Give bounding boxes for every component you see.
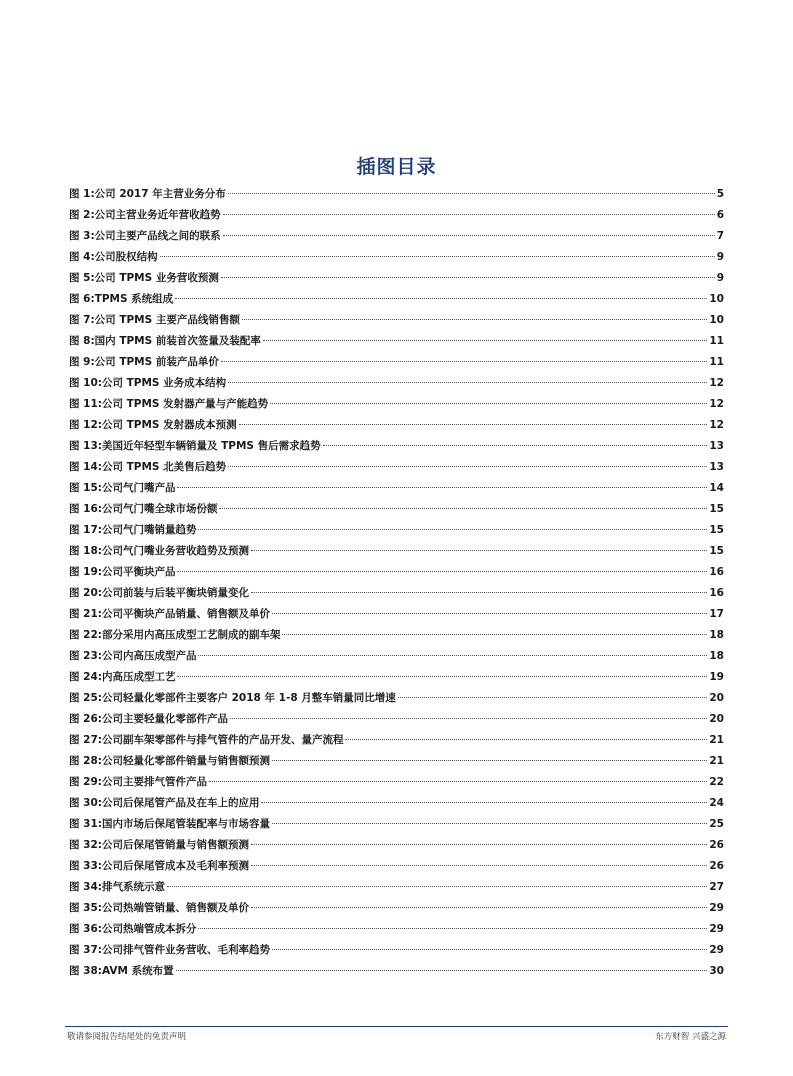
toc-entry-page: 24 — [709, 797, 724, 809]
toc-dot-leader — [272, 613, 707, 614]
toc-entry[interactable] — [69, 186, 724, 207]
toc-entry-label: 图 3:公司主要产品线之间的联系 — [69, 230, 221, 242]
toc-entry[interactable] — [69, 753, 724, 774]
toc-entry[interactable] — [69, 564, 724, 585]
toc-entry-page: 12 — [709, 398, 724, 410]
toc-entry-label: 图 20:公司前装与后装平衡块销量变化 — [69, 587, 249, 599]
toc-entry-label: 图 13:美国近年轻型车辆销量及 TPMS 售后需求趋势 — [69, 440, 321, 452]
toc-dot-leader — [251, 592, 707, 593]
toc-entry-label: 图 27:公司副车架零部件与排气管件的产品开发、量产流程 — [69, 734, 344, 746]
toc-entry-page: 20 — [709, 713, 724, 725]
toc-entry[interactable] — [69, 270, 724, 291]
toc-dot-leader — [323, 445, 708, 446]
toc-entry-label: 图 34:排气系统示意 — [69, 881, 165, 893]
toc-entry-page: 10 — [709, 314, 724, 326]
toc-entry-label: 图 11:公司 TPMS 发射器产量与产能趋势 — [69, 398, 269, 410]
toc-entry-label: 图 28:公司轻量化零部件销量与销售额预测 — [69, 755, 270, 767]
toc-entry[interactable] — [69, 459, 724, 480]
toc-entry[interactable] — [69, 480, 724, 501]
toc-entry-label: 图 24:内高压成型工艺 — [69, 671, 176, 683]
toc-entry[interactable] — [69, 774, 724, 795]
toc-entry-page: 27 — [709, 881, 724, 893]
toc-dot-leader — [175, 298, 707, 299]
toc-entry-page: 7 — [716, 230, 724, 242]
toc-entry[interactable] — [69, 963, 724, 984]
toc-entry-label: 图 36:公司热端管成本拆分 — [69, 923, 197, 935]
toc-entry[interactable] — [69, 501, 724, 522]
toc-entry-page: 11 — [709, 356, 724, 368]
toc-dot-leader — [177, 571, 707, 572]
toc-entry-page: 18 — [709, 650, 724, 662]
toc-entry-page: 16 — [709, 587, 724, 599]
toc-entry-label: 图 14:公司 TPMS 北美售后趋势 — [69, 461, 227, 473]
toc-entry[interactable] — [69, 354, 724, 375]
toc-entry-page: 21 — [709, 755, 724, 767]
footer-disclaimer: 敬请参阅报告结尾处的免责声明 — [67, 1032, 187, 1042]
toc-entry[interactable] — [69, 837, 724, 858]
toc-entry[interactable] — [69, 858, 724, 879]
toc-entry[interactable] — [69, 375, 724, 396]
page-title: 插图目录 — [356, 156, 437, 178]
toc-entry[interactable] — [69, 606, 724, 627]
toc-dot-leader — [251, 550, 707, 551]
toc-entry-label: 图 35:公司热端管销量、销售额及单价 — [69, 902, 249, 914]
toc-entry-page: 17 — [709, 608, 724, 620]
toc-entry-page: 29 — [709, 923, 724, 935]
toc-entry-label: 图 1:公司 2017 年主营业务分布 — [69, 188, 226, 200]
toc-entry[interactable] — [69, 690, 724, 711]
toc-dot-leader — [198, 529, 707, 530]
toc-entry[interactable] — [69, 627, 724, 648]
toc-entry[interactable] — [69, 921, 724, 942]
toc-entry[interactable] — [69, 249, 724, 270]
toc-entry-label: 图 6:TPMS 系统组成 — [69, 293, 174, 305]
toc-entry-label: 图 30:公司后保尾管产品及在车上的应用 — [69, 797, 260, 809]
toc-entry[interactable] — [69, 522, 724, 543]
toc-entry-page: 18 — [709, 629, 724, 641]
toc-entry[interactable] — [69, 543, 724, 564]
toc-entry[interactable] — [69, 333, 724, 354]
toc-dot-leader — [160, 256, 715, 257]
footer-slogan: 东方财智 兴盛之源 — [655, 1032, 726, 1042]
toc-dot-leader — [209, 781, 707, 782]
toc-entry-page: 26 — [709, 839, 724, 851]
toc-entry-label: 图 17:公司气门嘴销量趋势 — [69, 524, 197, 536]
toc-dot-leader — [251, 907, 707, 908]
toc-entry-label: 图 2:公司主营业务近年营收趋势 — [69, 209, 221, 221]
toc-entry[interactable] — [69, 648, 724, 669]
toc-entry-page: 16 — [709, 566, 724, 578]
toc-entry[interactable] — [69, 732, 724, 753]
toc-dot-leader — [261, 802, 707, 803]
toc-dot-leader — [198, 928, 707, 929]
figure-list — [69, 186, 724, 984]
toc-entry[interactable] — [69, 417, 724, 438]
toc-entry-page: 15 — [709, 545, 724, 557]
toc-entry[interactable] — [69, 900, 724, 921]
toc-entry[interactable] — [69, 942, 724, 963]
toc-entry-page: 9 — [716, 251, 724, 263]
toc-entry[interactable] — [69, 207, 724, 228]
toc-entry-page: 29 — [709, 902, 724, 914]
toc-entry-label: 图 7:公司 TPMS 主要产品线销售额 — [69, 314, 240, 326]
toc-entry-page: 14 — [709, 482, 724, 494]
toc-dot-leader — [263, 340, 708, 341]
toc-dot-leader — [228, 466, 707, 467]
toc-dot-leader — [219, 508, 707, 509]
toc-entry-label: 图 4:公司股权结构 — [69, 251, 158, 263]
toc-entry[interactable] — [69, 396, 724, 417]
toc-entry-label: 图 5:公司 TPMS 业务营收预测 — [69, 272, 219, 284]
toc-dot-leader — [272, 760, 707, 761]
toc-entry-label: 图 37:公司排气管件业务营收、毛利率趋势 — [69, 944, 270, 956]
toc-entry-page: 29 — [709, 944, 724, 956]
toc-dot-leader — [282, 634, 707, 635]
toc-dot-leader — [167, 886, 707, 887]
toc-dot-leader — [230, 718, 707, 719]
toc-entry[interactable] — [69, 438, 724, 459]
toc-entry-page: 21 — [709, 734, 724, 746]
toc-entry-label: 图 31:国内市场后保尾管装配率与市场容量 — [69, 818, 270, 830]
toc-entry-label: 图 33:公司后保尾管成本及毛利率预测 — [69, 860, 249, 872]
toc-entry-label: 图 32:公司后保尾管销量与销售额预测 — [69, 839, 249, 851]
toc-entry-page: 15 — [709, 524, 724, 536]
toc-dot-leader — [272, 823, 707, 824]
toc-entry-page: 6 — [716, 209, 724, 221]
toc-entry-page: 26 — [709, 860, 724, 872]
toc-entry[interactable] — [69, 669, 724, 690]
toc-dot-leader — [242, 319, 708, 320]
toc-entry[interactable] — [69, 711, 724, 732]
toc-entry[interactable] — [69, 312, 724, 333]
toc-entry-page: 5 — [716, 188, 724, 200]
toc-entry[interactable] — [69, 228, 724, 249]
toc-dot-leader — [223, 235, 715, 236]
toc-entry-label: 图 10:公司 TPMS 业务成本结构 — [69, 377, 227, 389]
toc-dot-leader — [270, 403, 707, 404]
toc-dot-leader — [228, 382, 707, 383]
toc-entry-page: 19 — [709, 671, 724, 683]
toc-dot-leader — [223, 214, 715, 215]
toc-entry-label: 图 38:AVM 系统布置 — [69, 965, 174, 977]
footer-divider — [65, 1026, 728, 1027]
toc-entry[interactable] — [69, 585, 724, 606]
toc-entry-label: 图 9:公司 TPMS 前装产品单价 — [69, 356, 219, 368]
toc-entry-page: 15 — [709, 503, 724, 515]
toc-entry-page: 20 — [709, 692, 724, 704]
toc-entry-label: 图 22:部分采用内高压成型工艺制成的副车架 — [69, 629, 281, 641]
toc-dot-leader — [177, 487, 707, 488]
toc-entry-label: 图 18:公司气门嘴业务营收趋势及预测 — [69, 545, 249, 557]
toc-entry[interactable] — [69, 291, 724, 312]
toc-entry-label: 图 29:公司主要排气管件产品 — [69, 776, 207, 788]
toc-entry-page: 13 — [709, 440, 724, 452]
toc-dot-leader — [228, 193, 715, 194]
toc-entry-label: 图 23:公司内高压成型产品 — [69, 650, 197, 662]
toc-entry-label: 图 8:国内 TPMS 前装首次签量及装配率 — [69, 335, 261, 347]
toc-entry[interactable] — [69, 795, 724, 816]
toc-dot-leader — [251, 865, 707, 866]
toc-dot-leader — [272, 949, 707, 950]
toc-entry-label: 图 21:公司平衡块产品销量、销售额及单价 — [69, 608, 270, 620]
toc-entry[interactable] — [69, 816, 724, 837]
toc-dot-leader — [239, 424, 708, 425]
toc-entry-page: 9 — [716, 272, 724, 284]
toc-dot-leader — [345, 739, 707, 740]
toc-dot-leader — [251, 844, 707, 845]
toc-dot-leader — [177, 676, 707, 677]
toc-entry-label: 图 19:公司平衡块产品 — [69, 566, 176, 578]
toc-entry-label: 图 26:公司主要轻量化零部件产品 — [69, 713, 228, 725]
toc-dot-leader — [221, 361, 708, 362]
toc-dot-leader — [398, 697, 708, 698]
toc-entry-page: 25 — [709, 818, 724, 830]
toc-entry[interactable] — [69, 879, 724, 900]
toc-dot-leader — [198, 655, 707, 656]
toc-entry-page: 11 — [709, 335, 724, 347]
toc-dot-leader — [221, 277, 715, 278]
toc-entry-label: 图 12:公司 TPMS 发射器成本预测 — [69, 419, 237, 431]
toc-entry-page: 12 — [709, 377, 724, 389]
toc-entry-page: 22 — [709, 776, 724, 788]
toc-entry-page: 30 — [709, 965, 724, 977]
toc-dot-leader — [176, 970, 708, 971]
toc-entry-page: 10 — [709, 293, 724, 305]
toc-entry-label: 图 15:公司气门嘴产品 — [69, 482, 176, 494]
toc-entry-label: 图 16:公司气门嘴全球市场份额 — [69, 503, 218, 515]
toc-entry-label: 图 25:公司轻量化零部件主要客户 2018 年 1-8 月整车销量同比增速 — [69, 692, 396, 704]
toc-entry-page: 12 — [709, 419, 724, 431]
toc-entry-page: 13 — [709, 461, 724, 473]
